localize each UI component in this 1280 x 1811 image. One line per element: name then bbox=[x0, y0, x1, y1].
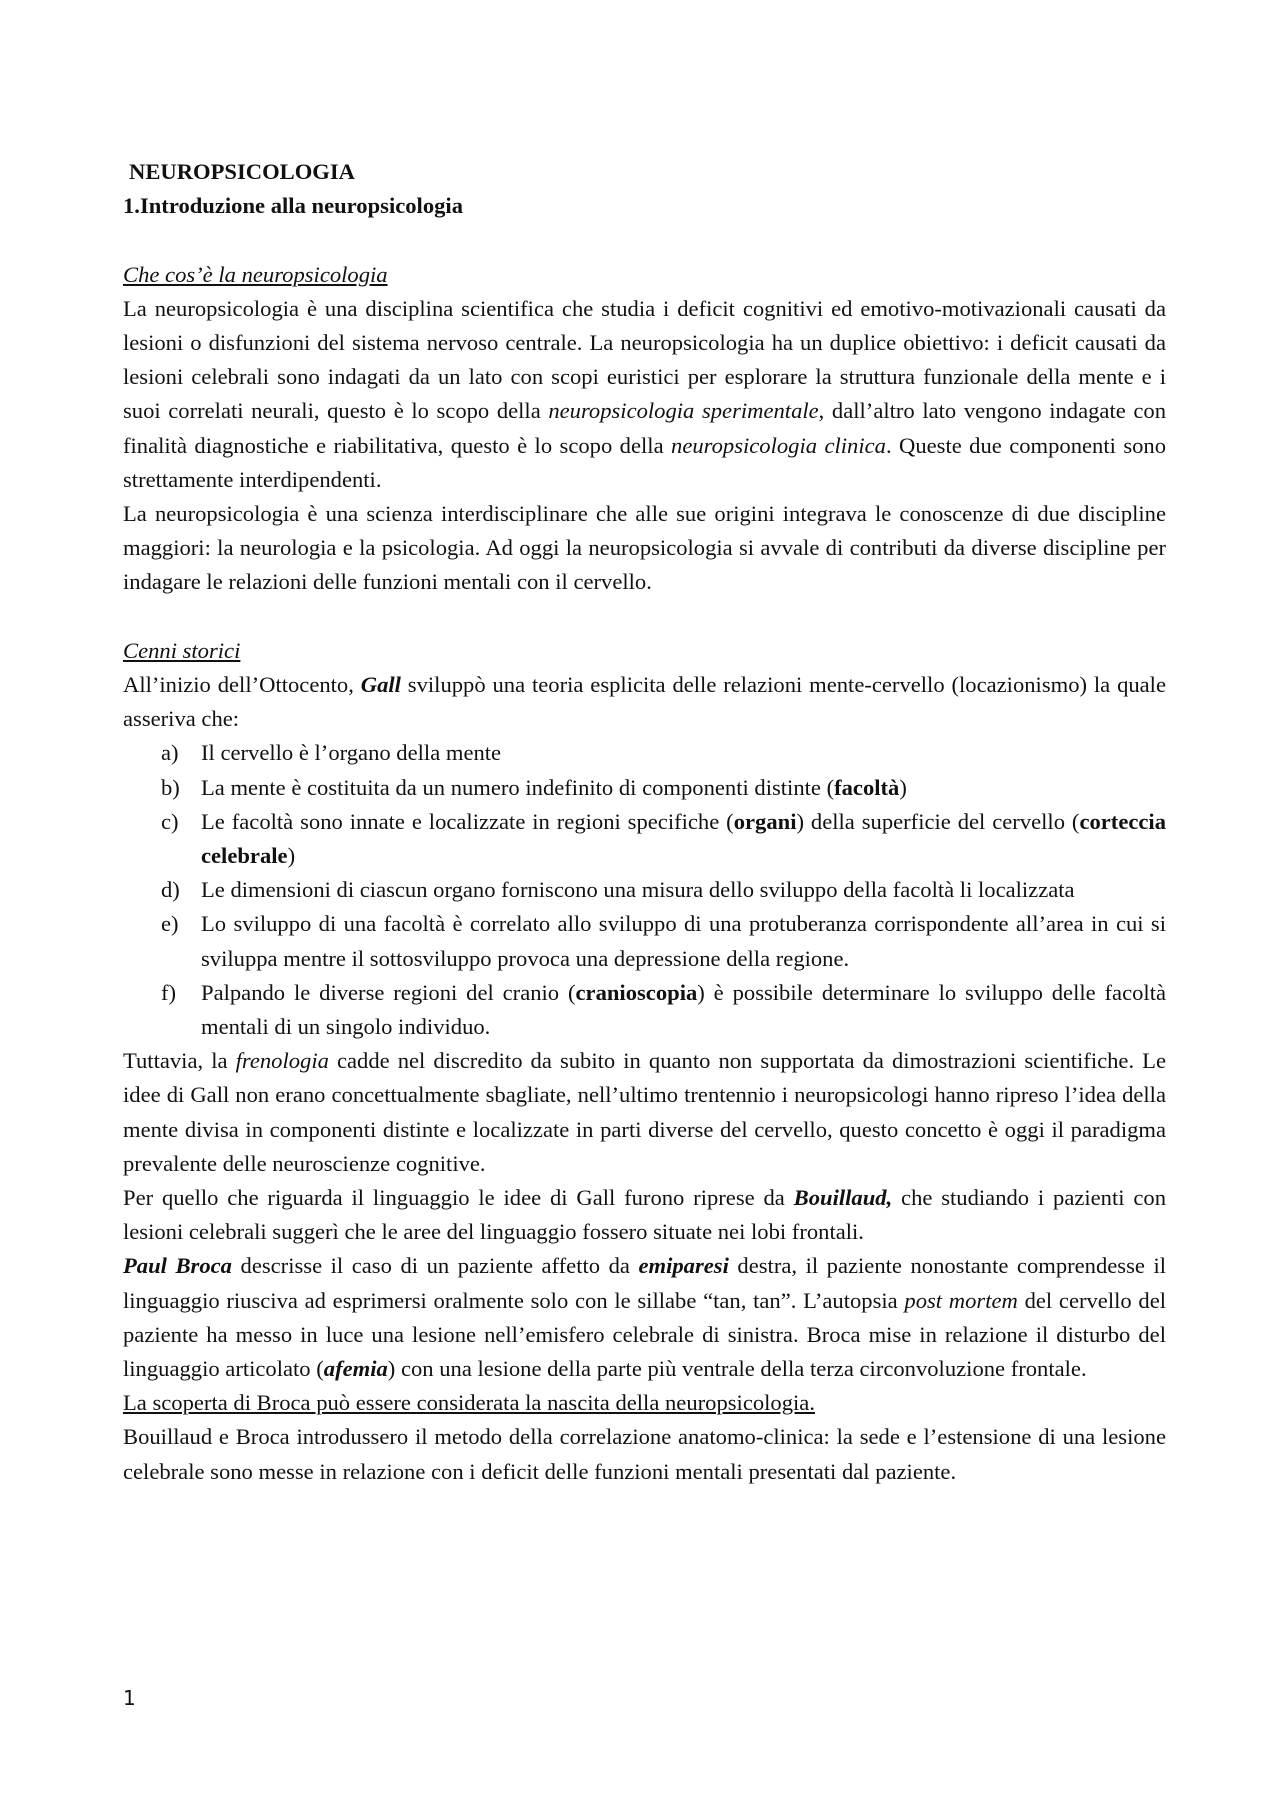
text-span: Il cervello è l’organo della mente bbox=[201, 740, 502, 766]
term-corteccia: corteccia celebrale bbox=[201, 808, 1166, 869]
text-span: cadde nel discredito da subito in quanto non supportata da dimostrazioni scientifiche. Le idee di Gall non erano concettualmente sbagliate, nell’ultimo trentennio i neuropsicologi hanno ripreso l’idea della mente divisa in componenti distinte e localizzate in parti diverse del cervello, questo concetto è oggi il paradigma prevalente delle neuroscienze cognitive. bbox=[123, 1048, 1166, 1176]
list-marker: d) bbox=[161, 877, 180, 903]
text-span: descrisse il caso di un paziente affetto da bbox=[231, 1253, 639, 1279]
name-bouillaud: Bouillaud, bbox=[793, 1185, 893, 1211]
paragraph-bouillaud bbox=[123, 1181, 1166, 1249]
term-organi: organi bbox=[733, 808, 797, 834]
spacer bbox=[123, 600, 1166, 634]
list-marker: a) bbox=[161, 740, 179, 766]
term-afemia: afemia bbox=[323, 1356, 388, 1382]
text-span: del cervello del paziente ha messo in luce una lesione nell’emisfero celebrale di sinistra. Broca mise in relazione il disturbo del linguaggio articolato ( bbox=[123, 1287, 1167, 1382]
text-span: La neuropsicologia è una disciplina scientifica che studia i deficit cognitivi ed emotivo-motivazionali causati da lesioni o disfunzioni del sistema nervoso centrale. La neuropsicologia ha un duplice obiettivo: i deficit causati da lesioni celebrali sono indagati da un lato con scopi euristici per esplorare la struttura funzionale della mente e i suoi correlati neurali, questo è lo scopo della bbox=[123, 295, 1166, 424]
text-span: Tuttavia, la bbox=[123, 1048, 236, 1074]
term-cranioscopia: cranioscopia bbox=[575, 979, 698, 1005]
text-span: La mente è costituita da un numero indefinito di componenti distinte ( bbox=[201, 774, 835, 800]
list-marker: f) bbox=[161, 979, 177, 1005]
text-span: Le dimensioni di ciascun organo forniscono una misura dello sviluppo della facoltà li localizzata bbox=[201, 877, 1075, 903]
paragraph-frenologia bbox=[123, 1044, 1166, 1181]
document-title: NEUROPSICOLOGIA bbox=[129, 159, 355, 184]
paragraph-definition bbox=[123, 292, 1166, 497]
section-heading-history: Cenni storici bbox=[123, 637, 241, 663]
gall-theory-list bbox=[123, 736, 1166, 1044]
paragraph-anatomo-clinical: Bouillaud e Broca introdussero il metodo della correlazione anatomo-clinica: la sede e l’estensione di una lesione celebrale sono messe in relazione con i deficit delle funzioni mentali presentati dal paziente. bbox=[123, 1424, 1166, 1484]
emphasis-frenologia: frenologia bbox=[235, 1048, 329, 1074]
list-item bbox=[123, 873, 1166, 907]
emphasis-experimental: neuropsicologia sperimentale bbox=[548, 398, 819, 424]
text-span: All’inizio dell’Ottocento, bbox=[123, 672, 361, 698]
paragraph-broca-discovery: La scoperta di Broca può essere considerata la nascita della neuropsicologia. bbox=[123, 1390, 815, 1416]
paragraph-gall-intro bbox=[123, 668, 1166, 736]
page-content bbox=[123, 155, 1166, 1489]
text-span: , dall’altro lato vengono indagate con finalità diagnostiche e riabilitativa, questo è lo scopo della bbox=[123, 398, 1166, 458]
emphasis-post-mortem: post mortem bbox=[904, 1287, 1018, 1313]
text-span: sviluppò una teoria esplicita delle relazioni mente-cervello (locazionismo) la quale asseriva che: bbox=[123, 672, 1166, 732]
list-item bbox=[123, 976, 1166, 1044]
section-heading-definition: Che cos’è la neuropsicologia bbox=[123, 261, 388, 287]
name-paul-broca: Paul Broca bbox=[123, 1253, 232, 1279]
spacer bbox=[123, 223, 1166, 257]
text-span: che studiando i pazienti con lesioni celebrali suggerì che le aree del linguaggio fossero situate nei lobi frontali. bbox=[123, 1185, 1166, 1245]
list-item bbox=[123, 771, 1166, 805]
chapter-title: 1.Introduzione alla neuropsicologia bbox=[123, 193, 463, 219]
page-number: 1 bbox=[123, 1686, 136, 1710]
text-span: ) è possibile determinare lo sviluppo delle facoltà mentali di un singolo individuo. bbox=[201, 979, 1166, 1040]
text-span: ) bbox=[899, 774, 907, 800]
text-span: ) bbox=[287, 843, 296, 869]
name-gall: Gall bbox=[360, 672, 401, 698]
term-facolta: facoltà bbox=[834, 774, 900, 800]
text-span: . Queste due componenti sono strettamente interdipendenti. bbox=[123, 432, 1167, 492]
text-span: ) della superficie del cervello ( bbox=[796, 808, 1080, 834]
list-item bbox=[123, 805, 1166, 873]
list-marker: c) bbox=[161, 808, 179, 834]
text-span: Palpando le diverse regioni del cranio ( bbox=[201, 979, 576, 1005]
term-emiparesi: emiparesi bbox=[638, 1253, 729, 1279]
text-span: Lo sviluppo di una facoltà è correlato allo sviluppo di una protuberanza corrispondente all’area in cui si sviluppa mentre il sottosviluppo provoca una depressione della regione. bbox=[201, 911, 1166, 971]
text-span: Le facoltà sono innate e localizzate in regioni specifiche ( bbox=[201, 808, 734, 834]
list-marker: e) bbox=[161, 911, 179, 937]
list-item bbox=[123, 907, 1166, 975]
emphasis-clinical: neuropsicologia clinica bbox=[671, 432, 886, 458]
text-span: ) con una lesione della parte più ventrale della terza circonvoluzione frontale. bbox=[387, 1356, 1087, 1382]
list-marker: b) bbox=[161, 774, 180, 800]
paragraph-broca bbox=[123, 1249, 1166, 1386]
list-item bbox=[123, 736, 1166, 770]
paragraph-interdisciplinary: La neuropsicologia è una scienza interdisciplinare che alle sue origini integrava le conoscenze di due discipline maggiori: la neurologia e la psicologia. Ad oggi la neuropsicologia si avvale di contributi da diverse discipline per indagare le relazioni delle funzioni mentali con il cervello. bbox=[123, 501, 1166, 595]
text-span: Per quello che riguarda il linguaggio le idee di Gall furono riprese da bbox=[123, 1185, 794, 1211]
text-span: destra, il paziente nonostante comprendesse il linguaggio riusciva ad esprimersi oralmente solo con le sillabe “tan, tan”. L’autopsia bbox=[123, 1253, 1167, 1313]
